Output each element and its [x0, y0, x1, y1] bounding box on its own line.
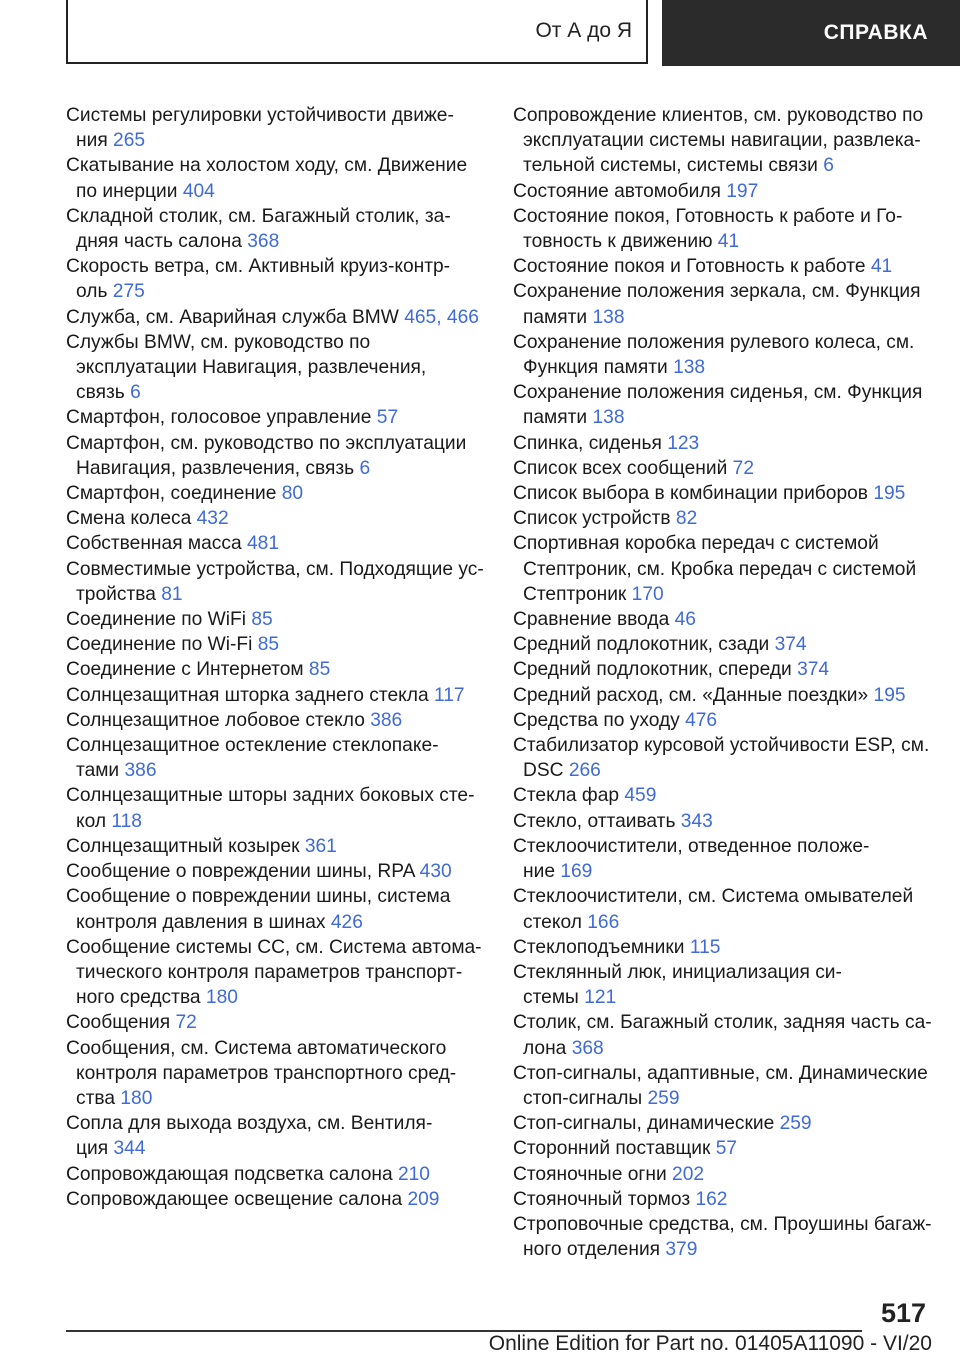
- page-reference-link[interactable]: 6: [130, 382, 141, 404]
- index-entry-text: Сообщение о повреждении шины, RPA: [66, 861, 420, 883]
- index-entry: [66, 557, 496, 607]
- index-entry-text: Солнцезащитное лобовое стекло: [66, 709, 371, 731]
- index-entry: [513, 733, 953, 783]
- index-entry: [513, 632, 953, 657]
- index-entry-text: Служба, см. Аварийная служба BMW: [66, 306, 405, 328]
- index-entry: [513, 884, 953, 934]
- index-entry-text: эксплуатации Навигация, развлечения,: [76, 357, 427, 379]
- index-entry: [513, 204, 953, 254]
- index-entry-text: Спинка, сиденья: [513, 432, 668, 454]
- index-entry: [513, 1187, 953, 1212]
- page-reference-link[interactable]: 459: [624, 785, 657, 807]
- page-reference-link[interactable]: 465, 466: [404, 306, 479, 328]
- index-entry: [66, 305, 496, 330]
- index-entry-text: Стептроник: [523, 583, 632, 605]
- index-entry: [513, 607, 953, 632]
- page-reference-link[interactable]: 118: [111, 810, 142, 832]
- index-entry-text: Сравнение ввода: [513, 609, 675, 631]
- index-entry-text: связь: [76, 382, 131, 404]
- index-entry-text: Совместимые устройства, см. Подходящие ус-: [66, 558, 484, 580]
- index-entry: [66, 1111, 496, 1161]
- index-entry-text: ства: [76, 1087, 121, 1109]
- index-entry: [513, 935, 953, 960]
- index-entry-text: Средства по уходу: [513, 709, 686, 731]
- index-entry: [513, 456, 953, 481]
- index-entry: [66, 1187, 496, 1212]
- page-reference-link[interactable]: 374: [774, 634, 807, 656]
- index-entry-text: контроля давления в шинах: [76, 911, 331, 933]
- page-reference-link[interactable]: 426: [330, 911, 363, 933]
- section-label: От А до Я: [535, 19, 632, 42]
- page-reference-link[interactable]: 46: [674, 609, 696, 631]
- page-reference-link[interactable]: 343: [680, 810, 713, 832]
- index-entry-text: Соединение по Wi-Fi: [66, 634, 258, 656]
- page-reference-link[interactable]: 115: [689, 936, 721, 958]
- page-reference-link[interactable]: 6: [359, 457, 371, 479]
- index-entry: [513, 783, 953, 808]
- page-reference-link[interactable]: 430: [419, 861, 452, 883]
- index-entry: [66, 103, 496, 153]
- index-entry-text: ного средства: [76, 987, 206, 1009]
- index-entry: [66, 859, 496, 884]
- index-entry: [513, 531, 953, 607]
- index-entry: [513, 506, 953, 531]
- page-reference-link[interactable]: 123: [667, 432, 700, 454]
- index-entry: [66, 1010, 496, 1035]
- index-entry-text: Сопровождающее освещение салона: [66, 1188, 408, 1210]
- index-entry: [513, 179, 953, 204]
- index-entry-text: стемы: [523, 987, 585, 1009]
- page-reference-link[interactable]: 404: [182, 180, 215, 202]
- index-entry-text: тройства: [76, 583, 162, 605]
- page-reference-link[interactable]: 85: [308, 659, 331, 681]
- index-entry: [513, 809, 953, 834]
- page-reference-link[interactable]: 57: [376, 407, 399, 429]
- index-entry-text: ния: [76, 130, 114, 152]
- page-reference-link[interactable]: 180: [205, 987, 238, 1009]
- page-reference-link[interactable]: 57: [715, 1138, 738, 1160]
- index-entry: [513, 657, 953, 682]
- index-entry: [66, 733, 496, 783]
- page-reference-link[interactable]: 82: [675, 508, 698, 530]
- index-entry: [66, 607, 496, 632]
- page-reference-link[interactable]: 85: [251, 609, 273, 631]
- page-reference-link[interactable]: 169: [560, 861, 593, 883]
- page-reference-link[interactable]: 170: [631, 583, 664, 605]
- index-entry-text: Стояночный тормоз: [513, 1188, 696, 1210]
- index-entry-text: Навигация, развлечения, связь: [76, 457, 360, 479]
- index-entry-text: лона: [523, 1037, 572, 1059]
- index-entry-text: эксплуатации системы навигации, развлека-: [523, 130, 921, 152]
- index-entry-text: Стептроник, см. Кробка передач с системой: [523, 558, 917, 580]
- chapter-tab: [662, 0, 960, 66]
- index-entry-text: Смартфон, голосовое управление: [66, 407, 377, 429]
- page-reference-link[interactable]: 195: [873, 684, 906, 706]
- page-reference-link[interactable]: 85: [257, 634, 280, 656]
- index-entry-text: Список всех сообщений: [513, 457, 733, 479]
- page-reference-link[interactable]: 476: [685, 709, 718, 731]
- page-reference-link[interactable]: 197: [726, 180, 759, 202]
- index-entry: [513, 1162, 953, 1187]
- index-entry-text: Средний расход, см. «Данные поездки»: [513, 684, 874, 706]
- index-entry-text: Список устройств: [513, 508, 676, 530]
- index-column-left: [66, 103, 496, 1212]
- index-entry-text: Состояние автомобиля: [513, 180, 727, 202]
- index-entry-text: ние: [523, 861, 561, 883]
- page-reference-link[interactable]: 162: [695, 1188, 728, 1210]
- index-entry: [513, 254, 953, 279]
- page-reference-link[interactable]: 259: [647, 1087, 680, 1109]
- page-reference-link[interactable]: 117: [433, 684, 465, 706]
- page-reference-link[interactable]: 180: [120, 1087, 153, 1109]
- index-entry-text: Смена колеса: [66, 508, 197, 530]
- index-entry-text: Сторонний поставщик: [513, 1138, 716, 1160]
- index-entry: [513, 431, 953, 456]
- index-entry-text: Стекла фар: [513, 785, 625, 807]
- index-entry-text: дняя часть салона: [76, 231, 248, 253]
- index-entry-text: Список выбора в комбинации приборов: [513, 483, 874, 505]
- index-entry-text: Солнцезащитные шторы задних боковых сте-: [66, 785, 475, 807]
- chapter-label: СПРАВКА: [823, 21, 928, 44]
- index-entry-text: Стеклянный люк, инициализация си-: [513, 961, 842, 983]
- page-reference-link[interactable]: 344: [113, 1138, 146, 1160]
- index-entry-text: Средний подлокотник, сзади: [513, 634, 775, 656]
- index-entry-text: Сохранение положения рулевого колеса, см.: [513, 331, 915, 353]
- index-entry: [66, 330, 496, 406]
- index-entry-text: памяти: [523, 407, 593, 429]
- edition-text: Online Edition for Part no. 01405A11090 - VI/20: [488, 1332, 932, 1355]
- index-entry-text: Смартфон, см. руководство по эксплуатации: [66, 432, 467, 454]
- index-entry: [66, 683, 496, 708]
- page-reference-link[interactable]: 266: [568, 760, 601, 782]
- index-entry-text: Сообщение системы CC, см. Система автома-: [66, 936, 482, 958]
- page-reference-link[interactable]: 379: [665, 1239, 698, 1261]
- page-reference-link[interactable]: 432: [196, 508, 229, 530]
- index-entry-text: Стояночные огни: [513, 1163, 673, 1185]
- index-entry: [66, 153, 496, 203]
- index-entry-text: Спортивная коробка передач с системой: [513, 533, 879, 555]
- index-entry-text: Средний подлокотник, спереди: [513, 659, 798, 681]
- index-entry-text: Состояние покоя и Готовность к работе: [513, 256, 871, 278]
- index-entry-text: оль: [76, 281, 113, 303]
- index-entry: [513, 1212, 953, 1262]
- page-reference-link[interactable]: 386: [370, 709, 403, 731]
- index-entry: [66, 431, 496, 481]
- index-entry: [66, 481, 496, 506]
- index-entry-text: Стеклоочистители, отведенное положе-: [513, 835, 870, 857]
- index-entry-text: Сопровождающая подсветка салона: [66, 1163, 398, 1185]
- index-entry-text: Соединение с Интернетом: [66, 659, 309, 681]
- page-reference-link[interactable]: 386: [124, 760, 157, 782]
- page-reference-link[interactable]: 72: [732, 457, 755, 479]
- page-reference-link[interactable]: 210: [397, 1163, 430, 1185]
- index-entry: [513, 1061, 953, 1111]
- index-entry-text: Складной столик, см. Багажный столик, за-: [66, 205, 451, 227]
- index-entry-text: Сообщения: [66, 1012, 176, 1034]
- index-entry-text: Стабилизатор курсовой устойчивости ESP, см.: [513, 735, 930, 757]
- index-entry: [513, 1111, 953, 1136]
- index-entry-text: Состояние покоя, Готовность к работе и Го-: [513, 205, 903, 227]
- index-entry: [513, 481, 953, 506]
- index-entry-text: Сообщения, см. Система автоматического: [66, 1037, 447, 1059]
- index-entry-text: по инерции: [76, 180, 183, 202]
- index-entry: [66, 405, 496, 430]
- index-entry: [66, 935, 496, 1011]
- index-entry: [66, 657, 496, 682]
- index-entry-text: Службы BMW, см. руководство по: [66, 331, 371, 353]
- index-entry: [513, 1136, 953, 1161]
- page-reference-link[interactable]: 481: [246, 533, 279, 555]
- index-entry-text: тического контроля параметров транспорт-: [76, 961, 463, 983]
- page-reference-link[interactable]: 265: [113, 130, 146, 152]
- index-column-right: [513, 103, 953, 1262]
- index-entry: [513, 330, 953, 380]
- index-entry-text: памяти: [523, 306, 593, 328]
- index-entry: [66, 531, 496, 556]
- index-entry: [66, 204, 496, 254]
- page-reference-link[interactable]: 361: [304, 835, 337, 857]
- page-reference-link[interactable]: 138: [592, 407, 625, 429]
- index-entry: [513, 960, 953, 1010]
- page-reference-link[interactable]: 275: [112, 281, 145, 303]
- index-entry-text: стекол: [523, 911, 588, 933]
- index-entry-text: Сопла для выхода воздуха, см. Вентиля-: [66, 1113, 433, 1135]
- index-entry-text: тами: [76, 760, 125, 782]
- section-tab: [66, 0, 648, 64]
- index-entry: [66, 632, 496, 657]
- index-entry-text: ного отделения: [523, 1239, 666, 1261]
- index-entry-text: ция: [76, 1138, 114, 1160]
- index-entry-text: Сопровождение клиентов, см. руководство по: [513, 105, 924, 126]
- page-reference-link[interactable]: 80: [281, 483, 304, 505]
- page-reference-link[interactable]: 195: [873, 483, 906, 505]
- index-entry-text: Сохранение положения зеркала, см. Функция: [513, 281, 921, 303]
- page-reference-link[interactable]: 209: [407, 1188, 440, 1210]
- index-entry-text: Соединение по WiFi: [66, 609, 252, 631]
- index-entry: [513, 380, 953, 430]
- index-entry-text: тельной системы, системы связи: [523, 155, 824, 177]
- page-reference-link[interactable]: 41: [717, 231, 740, 253]
- index-entry-text: кол: [76, 810, 112, 832]
- index-entry-text: стоп-сигналы: [523, 1087, 648, 1109]
- index-entry: [513, 279, 953, 329]
- index-entry-text: Функция памяти: [523, 357, 674, 379]
- index-entry: [66, 884, 496, 934]
- index-entry: [513, 103, 953, 179]
- index-entry-text: Солнцезащитная шторка заднего стекла: [66, 684, 434, 706]
- index-entry: [513, 708, 953, 733]
- page-reference-link[interactable]: 121: [584, 987, 617, 1009]
- index-entry-text: Столик, см. Багажный столик, задняя часть са-: [513, 1012, 932, 1034]
- index-entry: [66, 1036, 496, 1112]
- index-entry-text: Стоп-сигналы, адаптивные, см. Динамические: [513, 1062, 928, 1084]
- index-entry-text: Собственная масса: [66, 533, 247, 555]
- index-entry-text: Скатывание на холостом ходу, см. Движение: [66, 155, 468, 177]
- page-reference-link[interactable]: 368: [247, 231, 280, 253]
- page-reference-link[interactable]: 138: [592, 306, 625, 328]
- index-entry-text: DSC: [523, 760, 569, 782]
- index-entry-text: Строповочные средства, см. Проушины багаж-: [513, 1213, 932, 1235]
- index-entry-text: контроля параметров транспортного сред-: [76, 1062, 457, 1084]
- page-reference-link[interactable]: 202: [672, 1163, 705, 1185]
- index-entry-text: Стеклоподъемники: [513, 936, 690, 958]
- page-reference-link[interactable]: 41: [870, 256, 893, 278]
- index-entry: [66, 708, 496, 733]
- page-reference-link[interactable]: 81: [161, 583, 183, 605]
- index-entry-text: Сохранение положения сиденья, см. Функция: [513, 382, 923, 404]
- index-entry-text: Стоп-сигналы, динамические: [513, 1113, 780, 1135]
- index-entry-text: Скорость ветра, см. Активный круиз-контр-: [66, 256, 451, 278]
- page-reference-link[interactable]: 166: [587, 911, 620, 933]
- index-entry-text: Стекло, оттаивать: [513, 810, 681, 832]
- page-reference-link[interactable]: 138: [673, 357, 706, 379]
- index-entry: [66, 506, 496, 531]
- index-entry: [513, 683, 953, 708]
- index-entry: [66, 254, 496, 304]
- index-entry: [66, 834, 496, 859]
- page-reference-link[interactable]: 6: [823, 155, 834, 177]
- page-number: 517: [880, 1298, 926, 1328]
- index-entry: [513, 1010, 953, 1060]
- page-reference-link[interactable]: 259: [779, 1113, 812, 1135]
- page-reference-link[interactable]: 72: [175, 1012, 197, 1034]
- index-entry: [513, 834, 953, 884]
- index-entry-text: Солнцезащитное остекление стеклопаке-: [66, 735, 439, 757]
- page-reference-link[interactable]: 368: [571, 1037, 604, 1059]
- index-entry-text: Сообщение о повреждении шины, система: [66, 886, 451, 908]
- index-entry-text: Стеклоочистители, см. Система омывателей: [513, 886, 914, 908]
- index-entry: [66, 783, 496, 833]
- page-reference-link[interactable]: 374: [797, 659, 830, 681]
- index-entry-text: Смартфон, соединение: [66, 483, 282, 505]
- index-entry-text: товность к движению: [523, 231, 718, 253]
- index-entry-text: Системы регулировки устойчивости движе-: [66, 105, 454, 126]
- index-entry-text: Солнцезащитный козырек: [66, 835, 305, 857]
- index-entry: [66, 1162, 496, 1187]
